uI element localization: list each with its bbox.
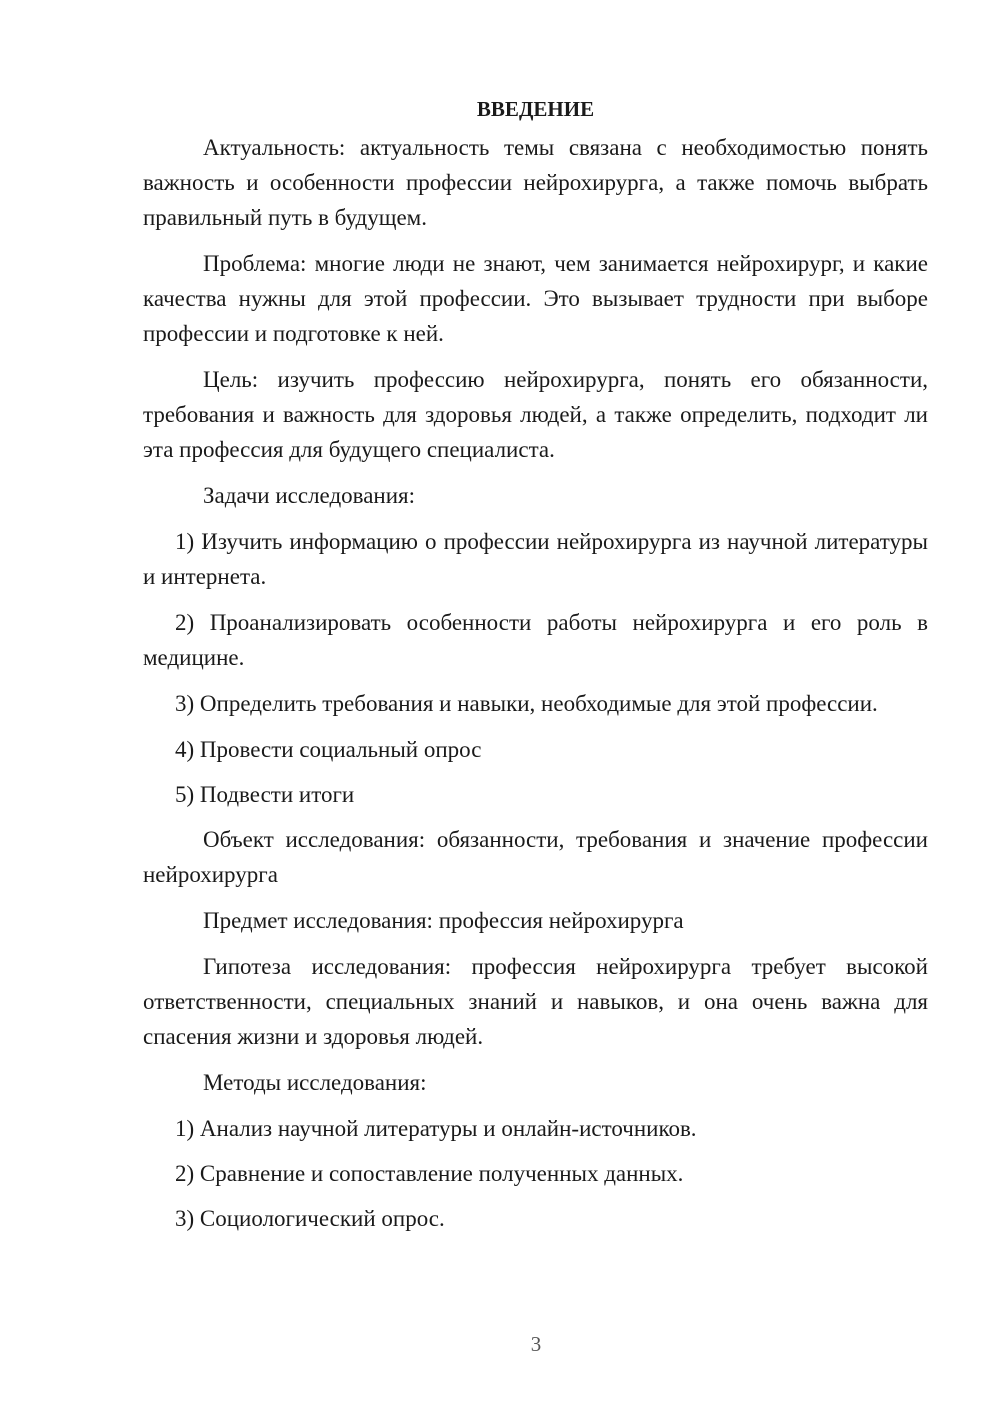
method-item-1: 1) Анализ научной литературы и онлайн-источников. (175, 1116, 697, 1141)
methods-heading: Методы исследования: (203, 1070, 427, 1095)
paragraph-problem: Проблема: многие люди не знают, чем занимается нейрохирург, и какие качества нужны для этой профессии. Это вызывает трудности при выборе профессии и подготовке к ней. (143, 251, 928, 346)
page-title: ВВЕДЕНИЕ (476, 97, 595, 121)
tasks-heading: Задачи исследования: (203, 483, 416, 508)
page-content (143, 92, 928, 1246)
method-item-3: 3) Социологический опрос. (175, 1206, 445, 1231)
task-item-4: 4) Провести социальный опрос (175, 737, 482, 762)
paragraph-object: Объект исследования: обязанности, требования и значение профессии нейрохирурга (143, 827, 928, 887)
task-item-1: 1) Изучить информацию о профессии нейрохирурга из научной литературы и интернета. (143, 529, 928, 589)
page-number: 3 (530, 1332, 542, 1356)
task-item-2: 2) Проанализировать особенности работы нейрохирурга и его роль в медицине. (143, 610, 928, 670)
task-item-3: 3) Определить требования и навыки, необходимые для этой профессии. (175, 691, 878, 716)
paragraph-goal: Цель: изучить профессию нейрохирурга, понять его обязанности, требования и важность для здоровья людей, а также определить, подходит ли эта профессия для будущего специалиста. (143, 367, 928, 462)
paragraph-subject: Предмет исследования: профессия нейрохирурга (203, 908, 684, 933)
task-item-5: 5) Подвести итоги (175, 782, 355, 807)
paragraph-hypothesis: Гипотеза исследования: профессия нейрохирурга требует высокой ответственности, специальных знаний и навыков, и она очень важна для спасения жизни и здоровья людей. (143, 954, 928, 1049)
method-item-2: 2) Сравнение и сопоставление полученных данных. (175, 1161, 684, 1186)
paragraph-relevance: Актуальность: актуальность темы связана с необходимостью понять важность и особенности профессии нейрохирурга, а также помочь выбрать правильный путь в будущем. (143, 135, 928, 230)
